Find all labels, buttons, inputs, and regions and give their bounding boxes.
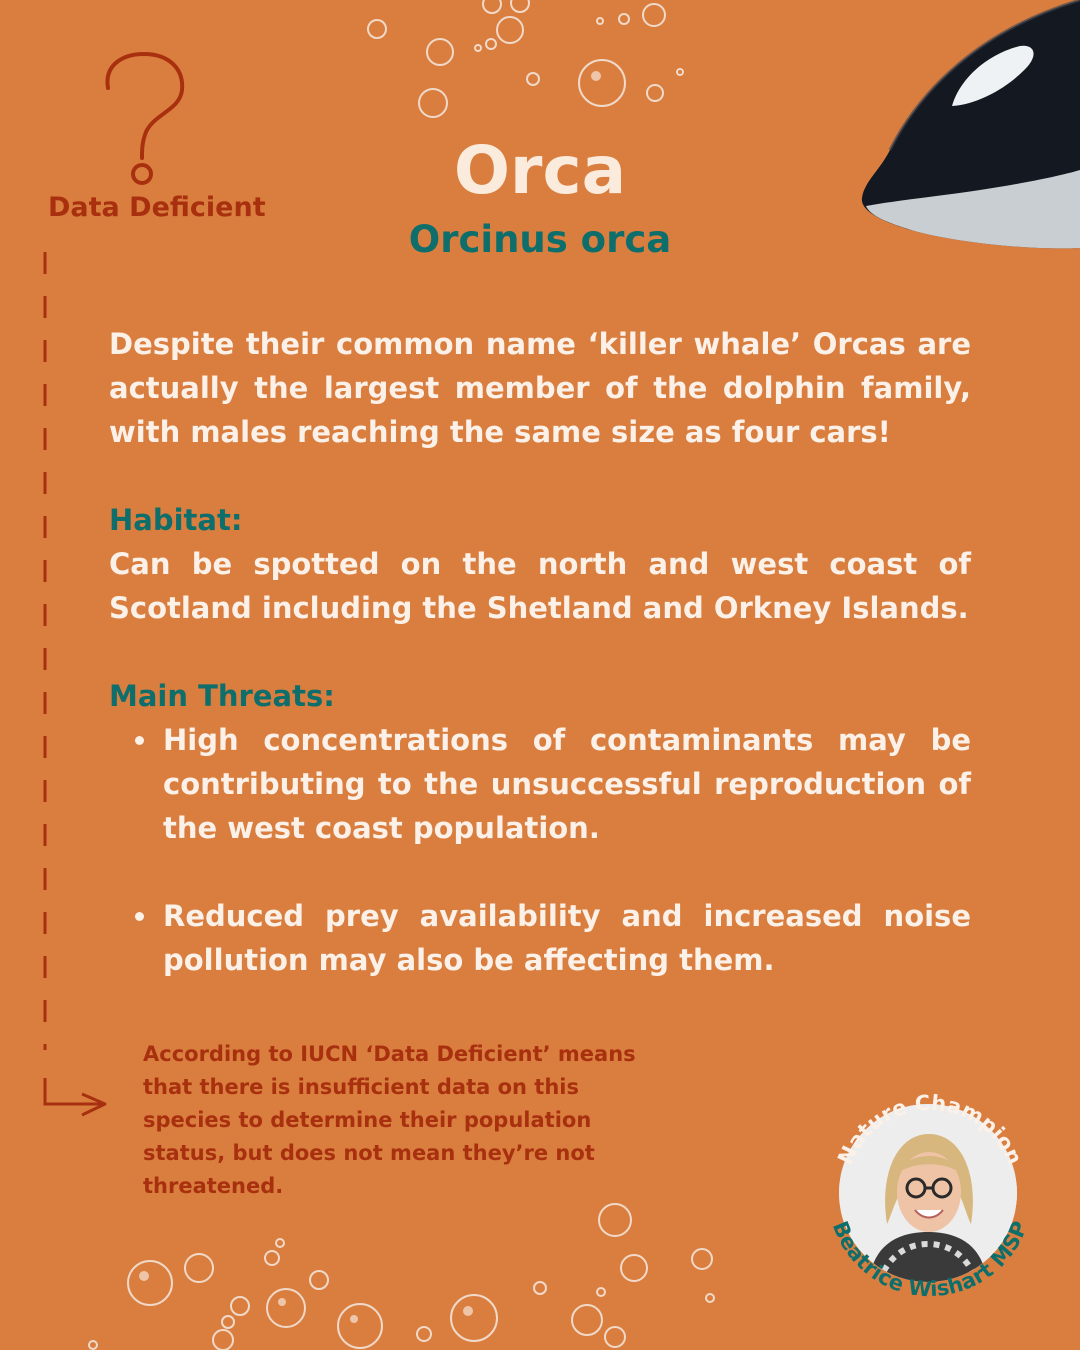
conservation-status-label: Data Deficient xyxy=(48,192,266,223)
svg-text:Nature Champion xyxy=(833,1091,1027,1168)
habitat-heading: Habitat: xyxy=(109,503,243,537)
svg-text:Beatrice Wishart MSP xyxy=(828,1218,1032,1302)
threats-list xyxy=(109,718,971,982)
scientific-name: Orcinus orca xyxy=(408,218,672,261)
intro-paragraph: Despite their common name ‘killer whale’ Orcas are actually the largest member of the dolphin family, with males reaching the same size as four cars! xyxy=(109,327,971,449)
question-mark-icon xyxy=(96,50,192,185)
threat-item: Reduced prey availability and increased noise pollution may also be affecting them. xyxy=(163,894,971,982)
threats-heading: Main Threats: xyxy=(109,679,335,713)
main-content xyxy=(109,322,971,982)
iucn-footnote: According to IUCN ‘Data Deficient’ means that there is insufficient data on this species to determine their population status, but does not mean they’re not threatened. xyxy=(143,1042,636,1198)
habitat-text: Can be spotted on the north and west coast of Scotland including the Shetland and Orkney Islands. xyxy=(109,547,971,625)
threat-item: High concentrations of contaminants may be contributing to the unsuccessful reproduction of the west coast population. xyxy=(163,718,971,850)
page-title: Orca xyxy=(453,132,627,209)
champion-title: Nature Champion xyxy=(833,1090,1027,1169)
champion-badge xyxy=(810,1060,1050,1330)
champion-name: Beatrice Wishart MSP xyxy=(827,1217,1033,1302)
orca-illustration xyxy=(860,0,1080,250)
